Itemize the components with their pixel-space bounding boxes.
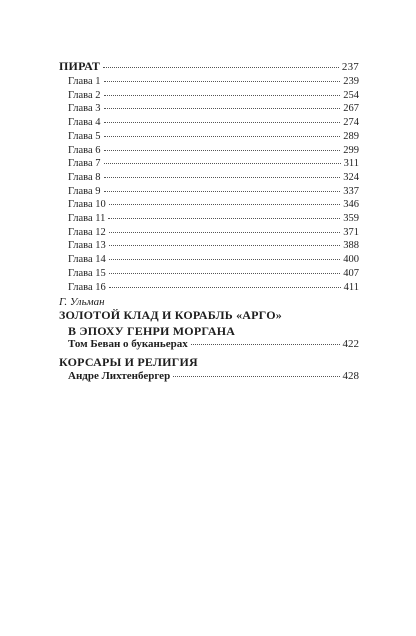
chapter-page-number: 239 <box>343 76 359 87</box>
chapter-page-number: 289 <box>343 130 359 142</box>
toc-entry-lichtenberger <box>68 370 359 382</box>
leader-dots <box>109 244 340 246</box>
chapter-page-number: 371 <box>343 226 359 238</box>
leader-dots <box>104 80 341 82</box>
leader-dots <box>104 190 341 192</box>
work-title-korsary: КОРСАРЫ И РЕЛИГИЯ <box>59 355 198 369</box>
leader-dots <box>191 343 340 345</box>
leader-dots <box>104 94 341 96</box>
chapter-page-number: 324 <box>343 171 359 183</box>
chapter-label: Глава 9 <box>68 185 101 197</box>
chapter-row <box>68 282 359 293</box>
chapter-row <box>68 145 359 156</box>
chapter-page-number: 274 <box>343 117 359 129</box>
chapter-label: Глава 7 <box>68 158 101 170</box>
chapter-row <box>68 131 359 142</box>
chapter-label: Глава 15 <box>68 267 106 279</box>
leader-dots <box>108 217 340 219</box>
chapter-label: Глава 5 <box>68 130 101 142</box>
chapter-label: Глава 8 <box>68 171 101 183</box>
chapter-page-number: 411 <box>343 281 359 293</box>
chapter-label: Глава 13 <box>68 240 106 252</box>
chapter-label: Глава 2 <box>68 89 101 101</box>
chapter-page-number: 254 <box>343 89 359 101</box>
leader-dots <box>109 272 340 274</box>
chapter-label: Глава 16 <box>68 281 106 293</box>
leader-dots <box>103 66 339 68</box>
chapter-page-number: 388 <box>343 240 359 252</box>
toc-entry-label: Андре Лихтенбергер <box>68 370 171 382</box>
leader-dots <box>104 149 341 151</box>
chapter-row <box>68 254 359 265</box>
chapter-page-number: 359 <box>343 213 359 224</box>
work-title-line-2: В ЭПОХУ ГЕНРИ МОРГАНА <box>68 324 236 338</box>
leader-dots <box>104 121 341 123</box>
chapter-page-number: 267 <box>343 103 359 115</box>
chapter-label: Глава 14 <box>68 254 106 266</box>
chapter-page-number: 407 <box>343 267 359 279</box>
toc-page-number: 237 <box>341 61 359 73</box>
chapter-row <box>68 186 359 197</box>
toc-entry-label: Том Беван о буканьерах <box>68 338 188 350</box>
chapter-label: Глава 10 <box>68 199 106 211</box>
toc-entry-tom-bevan <box>68 338 359 350</box>
chapter-row <box>68 158 359 169</box>
leader-dots <box>104 162 341 164</box>
chapter-row <box>68 199 359 210</box>
chapter-row <box>68 117 359 128</box>
toc-section-title: ПИРАТ <box>59 59 101 73</box>
chapter-row <box>68 172 359 183</box>
leader-dots <box>109 258 340 260</box>
author-name: Г. Ульман <box>59 296 105 308</box>
toc-page-number: 422 <box>342 338 359 350</box>
work-title-line-1: ЗОЛОТОЙ КЛАД И КОРАБЛЬ «АРГО» <box>59 308 282 322</box>
leader-dots <box>173 375 339 377</box>
chapter-page-number: 311 <box>343 158 359 170</box>
chapter-row <box>68 103 359 114</box>
chapter-page-number: 337 <box>343 185 359 197</box>
leader-dots <box>109 231 340 233</box>
chapter-label: Глава 6 <box>68 144 101 156</box>
chapter-label: Глава 12 <box>68 226 106 238</box>
leader-dots <box>104 176 341 178</box>
chapter-label: Глава 4 <box>68 117 101 129</box>
chapter-label: Глава 3 <box>68 103 101 115</box>
toc-entry-pirat <box>59 59 359 74</box>
chapter-page-number: 346 <box>343 199 359 211</box>
chapter-row <box>68 213 359 224</box>
chapter-label: Глава 11 <box>68 213 106 224</box>
chapter-row <box>68 240 359 251</box>
chapter-label: Глава 1 <box>68 76 101 87</box>
leader-dots <box>109 203 340 205</box>
toc-page-number: 428 <box>342 370 359 382</box>
leader-dots <box>109 286 341 288</box>
chapter-page-number: 299 <box>343 144 359 156</box>
leader-dots <box>104 107 341 109</box>
chapter-row <box>68 90 359 101</box>
chapter-row <box>68 76 359 87</box>
chapter-row <box>68 227 359 238</box>
leader-dots <box>104 135 341 137</box>
chapter-page-number: 400 <box>343 254 359 266</box>
chapter-row <box>68 268 359 279</box>
